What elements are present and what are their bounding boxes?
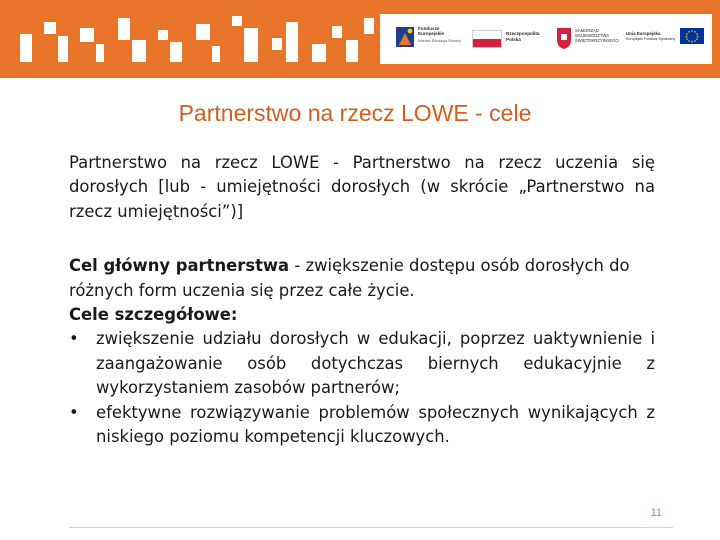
footer-divider — [69, 527, 673, 528]
slide-number: 11 — [650, 507, 662, 519]
fundusze-line3: Wiedza Edukacja Rozwój — [418, 39, 461, 43]
slide-body — [69, 151, 655, 449]
ue-line2: Europejski Fundusz Społeczny — [626, 37, 676, 41]
rp-line2: Polska — [506, 37, 521, 42]
fundusze-star-icon — [394, 25, 416, 49]
woj-line2: WOJEWÓDZTWA — [575, 33, 610, 38]
woj-line1: SAMORZĄD — [575, 28, 599, 33]
bullet-icon: • — [69, 329, 79, 349]
header-band — [0, 0, 720, 78]
rp-line1: Rzeczpospolita — [506, 31, 540, 36]
fundusze-line1: Fundusze — [418, 26, 440, 31]
woj-line3: ŚWIĘTOKRZYSKIEGO — [575, 38, 619, 43]
rzeczpospolita-polska-logo — [472, 22, 546, 56]
specific-goals-heading: Cele szczegółowe: — [69, 305, 238, 325]
slide-title: Partnerstwo na rzecz LOWE - cele — [178, 100, 532, 126]
bullet-item-1 — [69, 327, 655, 400]
decorative-squares — [0, 0, 380, 78]
fundusze-line2: Europejskie — [418, 31, 445, 36]
bullet-text-2: efektywne rozwiązywanie problemów społecznych wynikających z niskiego poziomu kompetencji kluczowych. — [96, 402, 655, 447]
intro-paragraph: Partnerstwo na rzecz LOWE - Partnerstwo na rzecz uczenia się dorosłych [lub - umiejętności dorosłych (w skrócie „Partnerstwo na rzecz umiejętności”)] — [69, 153, 655, 221]
bullet-item-2 — [69, 401, 655, 450]
goal-paragraph — [69, 254, 655, 303]
goal-text: - zwiększenie dostępu osób dorosłych do różnych form uczenia się przez całe życie. — [69, 256, 630, 300]
eu-flag-icon — [680, 28, 704, 44]
logo-strip — [380, 14, 712, 64]
bullet-icon: • — [69, 402, 79, 422]
ue-line1: Unia Europejska — [626, 31, 661, 36]
unia-europejska-logo — [624, 22, 708, 56]
voivodeship-logo — [556, 22, 618, 56]
bullet-text-1: zwiększenie udziału dorosłych w edukacji, poprzez uaktywnienie i zaangażowanie osób dotychczas biernych edukacyjnie z wykorzystaniem zasobów partnerów; — [96, 329, 655, 398]
fundusze-europejskie-logo — [394, 22, 464, 56]
polish-flag-icon — [472, 30, 502, 48]
goal-label: Cel główny partnerstwa — [69, 256, 290, 276]
crest-icon — [556, 26, 572, 50]
